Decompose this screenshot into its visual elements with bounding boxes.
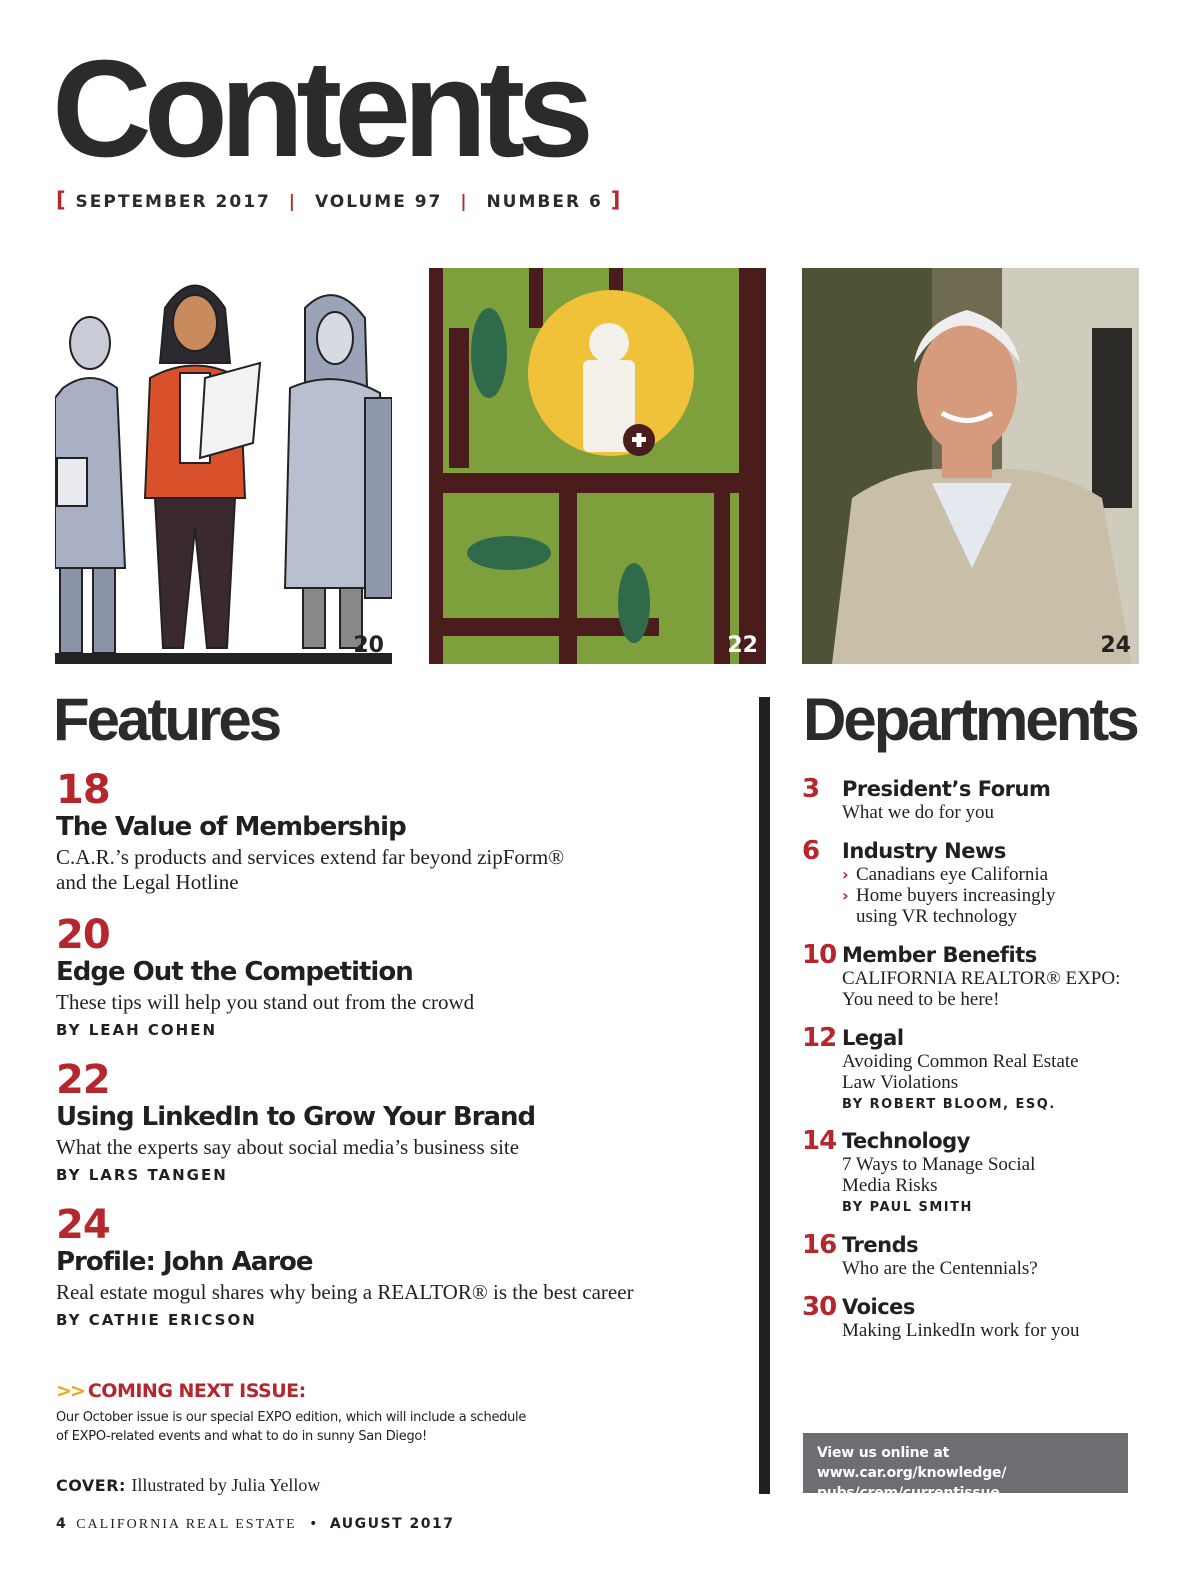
feature-page-number: 22 xyxy=(56,1057,110,1103)
feature-item[interactable] xyxy=(56,912,736,1040)
feature-portrait-photo[interactable] xyxy=(802,268,1139,664)
cover-text: Illustrated by Julia Yellow xyxy=(131,1475,321,1495)
feature-page-number: 18 xyxy=(56,767,110,813)
footer-dot: • xyxy=(309,1516,318,1532)
department-item[interactable] xyxy=(802,776,1142,823)
department-bullet xyxy=(842,885,1092,927)
feature-illustration-floorplan[interactable] xyxy=(429,268,766,664)
bracket-open: [ xyxy=(56,188,68,212)
feature-byline: BY LEAH COHEN xyxy=(56,1021,217,1040)
feature-description: What the experts say about social media’s business site xyxy=(56,1135,520,1160)
department-description: CALIFORNIA REALTOR® EXPO: You need to be here! xyxy=(842,968,1121,1010)
feature-page-number: 24 xyxy=(56,1202,110,1248)
department-byline: BY PAUL SMITH xyxy=(842,1200,973,1215)
department-item[interactable] xyxy=(802,1294,1142,1341)
page-title: Contents xyxy=(52,32,586,186)
department-page-number: 30 xyxy=(802,1292,837,1322)
department-description: What we do for you xyxy=(842,802,994,823)
coming-next-heading xyxy=(56,1380,536,1402)
department-title[interactable]: President’s Forum xyxy=(842,777,1051,801)
department-bullet-text: Home buyers increasingly using VR technology xyxy=(856,885,1056,927)
department-item[interactable] xyxy=(802,1232,1142,1279)
department-page-number: 16 xyxy=(802,1230,837,1260)
chevron-right-icon: › xyxy=(842,886,849,905)
departments-heading: Departments xyxy=(803,686,1137,753)
floorplan-illustration-image xyxy=(429,268,766,664)
cover-label: COVER: xyxy=(56,1476,126,1495)
department-item[interactable] xyxy=(802,1128,1142,1215)
department-page-number: 14 xyxy=(802,1126,837,1156)
feature-description: C.A.R.’s products and services extend far beyond zipForm® and the Legal Hotline xyxy=(56,845,565,895)
department-title[interactable]: Technology xyxy=(842,1129,970,1153)
portrait-photo-image xyxy=(802,268,1139,664)
feature-byline: BY LARS TANGEN xyxy=(56,1166,228,1185)
department-byline: BY ROBERT BLOOM, ESQ. xyxy=(842,1097,1056,1112)
department-description: Who are the Centennials? xyxy=(842,1258,1038,1279)
department-description: Making LinkedIn work for you xyxy=(842,1320,1080,1341)
department-description: Avoiding Common Real Estate Law Violations xyxy=(842,1051,1079,1093)
issue-separator: | xyxy=(288,192,298,212)
feature-title[interactable]: Using LinkedIn to Grow Your Brand xyxy=(56,1102,536,1132)
feature-illustration-people[interactable] xyxy=(55,268,392,664)
issue-separator: | xyxy=(460,192,469,212)
chevron-right-icon: › xyxy=(842,865,849,884)
feature-byline: BY CATHIE ERICSON xyxy=(56,1311,257,1330)
people-illustration-image xyxy=(55,268,392,664)
feature-description: Real estate mogul shares why being a REALTOR® is the best career xyxy=(56,1280,634,1305)
feature-title[interactable]: Edge Out the Competition xyxy=(56,957,413,987)
department-page-number: 10 xyxy=(802,940,837,970)
issue-month: SEPTEMBER 2017 xyxy=(75,192,271,212)
coming-next-title: COMING NEXT ISSUE: xyxy=(87,1380,306,1402)
issue-volume: VOLUME 97 xyxy=(314,192,443,212)
page-footer xyxy=(56,1516,454,1533)
department-item[interactable] xyxy=(802,942,1142,1010)
photo-page-number: 24 xyxy=(1100,633,1131,658)
footer-page-number: 4 xyxy=(56,1516,66,1532)
feature-page-number: 20 xyxy=(56,912,110,958)
issue-number: NUMBER 6 xyxy=(486,192,603,212)
coming-next-body: Our October issue is our special EXPO edition, which will include a schedule of EXPO-related events and what to do in sunny San Diego! xyxy=(56,1410,527,1444)
department-description: 7 Ways to Manage Social Media Risks xyxy=(842,1154,1036,1196)
feature-item[interactable] xyxy=(56,1057,736,1185)
footer-magazine-name: CALIFORNIA REAL ESTATE xyxy=(76,1517,297,1532)
department-page-number: 3 xyxy=(802,774,820,804)
photo-page-number: 20 xyxy=(353,633,384,658)
issue-info xyxy=(56,188,622,212)
department-title[interactable]: Trends xyxy=(842,1233,919,1257)
department-bullet-text: Canadians eye California xyxy=(856,864,1049,885)
features-heading: Features xyxy=(53,686,280,753)
department-bullet xyxy=(842,864,1142,885)
feature-item[interactable] xyxy=(56,1202,736,1330)
department-item[interactable] xyxy=(802,838,1142,927)
department-title[interactable]: Industry News xyxy=(842,839,1006,863)
department-page-number: 6 xyxy=(802,836,820,866)
department-title[interactable]: Member Benefits xyxy=(842,943,1037,967)
column-divider xyxy=(759,697,770,1494)
feature-title[interactable]: Profile: John Aaroe xyxy=(56,1247,313,1277)
photo-page-number: 22 xyxy=(727,633,758,658)
department-page-number: 12 xyxy=(802,1023,837,1053)
department-title[interactable]: Voices xyxy=(842,1295,915,1319)
double-chevron-icon: >> xyxy=(56,1380,84,1402)
feature-item[interactable] xyxy=(56,767,736,895)
bracket-close: ] xyxy=(610,188,623,212)
view-online-box[interactable]: View us online at www.car.org/knowledge/ pubs/crem/currentissue xyxy=(803,1433,1128,1493)
footer-date: AUGUST 2017 xyxy=(329,1516,455,1532)
department-title[interactable]: Legal xyxy=(842,1026,904,1050)
coming-next-issue xyxy=(56,1380,536,1446)
feature-description: These tips will help you stand out from the crowd xyxy=(56,990,475,1015)
department-item[interactable] xyxy=(802,1025,1142,1112)
feature-title[interactable]: The Value of Membership xyxy=(56,812,406,842)
cover-credit xyxy=(56,1475,320,1496)
